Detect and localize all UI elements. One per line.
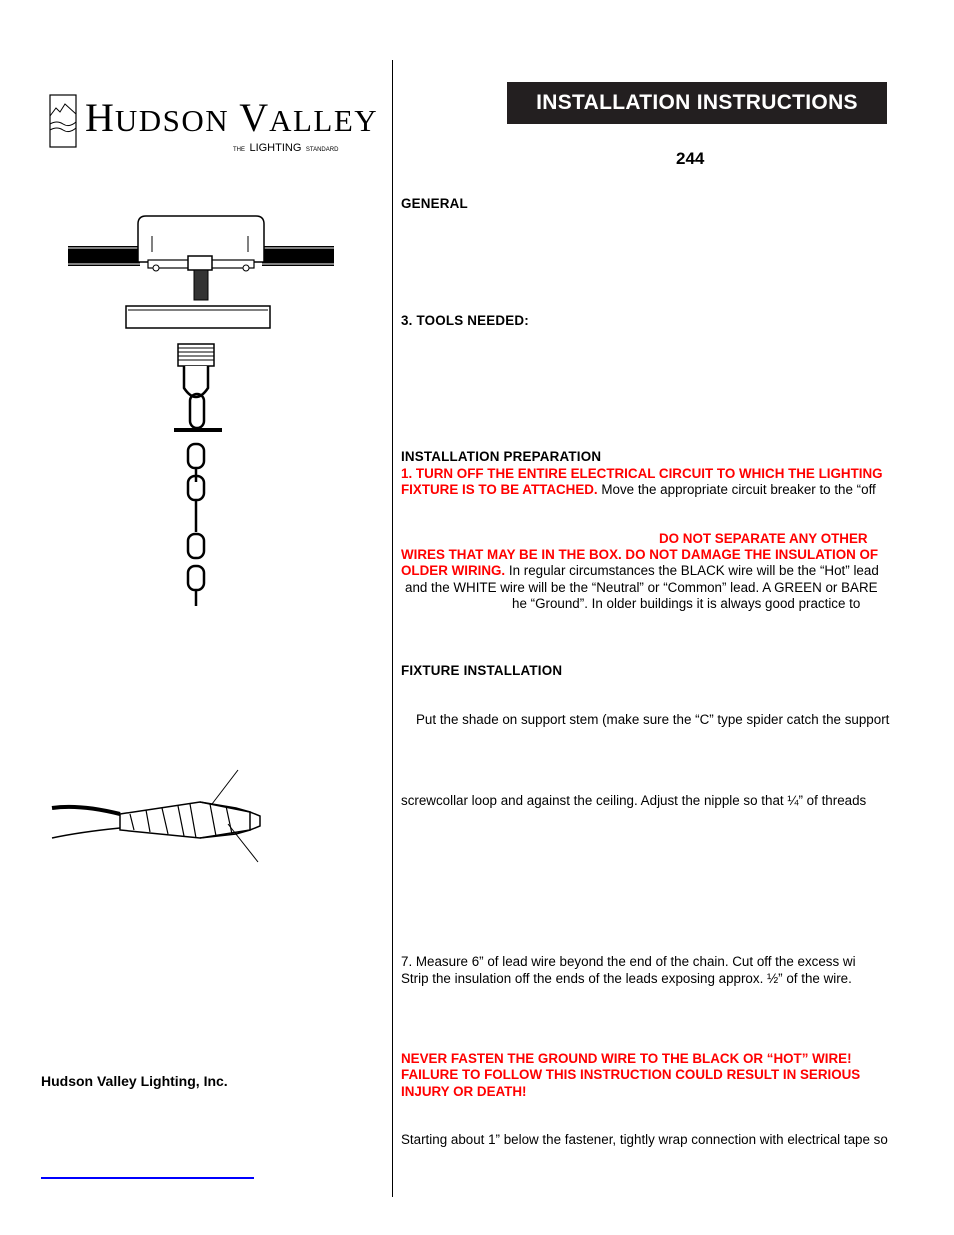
logo-lighting: LIGHTING <box>249 142 302 154</box>
heading-prep: INSTALLATION PREPARATION <box>401 449 602 464</box>
column-divider <box>392 60 393 1197</box>
fixture-tape-text: Starting about 1” below the fastener, tightly wrap connection with electrical tape so <box>401 1132 888 1147</box>
prep-line-4: WIRES THAT MAY BE IN THE BOX. DO NOT DAMAGE THE INSULATION OF <box>401 547 879 562</box>
prep-line-2-rest: Move the appropriate circuit breaker to the “off <box>597 482 876 497</box>
mountain-logo-icon <box>49 94 77 148</box>
prep-line-5-red: OLDER WIRING. <box>401 563 506 578</box>
heading-fixture: FIXTURE INSTALLATION <box>401 663 563 678</box>
prep-line-5 <box>401 563 879 580</box>
warning-line-3: INJURY OR DEATH! <box>401 1084 527 1099</box>
prep-line-5-rest: In regular circumstances the BLACK wire will be the “Hot” lead <box>505 563 879 578</box>
logo-alley: ALLEY <box>269 103 379 138</box>
logo-standard: STANDARD <box>305 147 339 153</box>
company-name: Hudson Valley Lighting, Inc. <box>41 1073 228 1089</box>
prep-line-3: DO NOT SEPARATE ANY OTHER <box>659 531 868 546</box>
prep-line-2 <box>401 482 876 499</box>
fixture-step7-a: 7. Measure 6” of lead wire beyond the end of the chain. Cut off the excess wi <box>401 954 856 969</box>
fixture-screwcollar-text: screwcollar loop and against the ceiling. Adjust the nipple so that ¼” of threads <box>401 793 867 808</box>
fixture-diagram <box>66 212 346 612</box>
model-number: 244 <box>676 149 705 168</box>
prep-line-1: 1. TURN OFF THE ENTIRE ELECTRICAL CIRCUIT TO WHICH THE LIGHTING <box>401 466 883 481</box>
prep-line-7: he “Ground”. In older buildings it is always good practice to <box>512 596 861 611</box>
prep-line-6: and the WHITE wire will be the “Neutral” or “Common” lead. A GREEN or BARE <box>405 580 878 595</box>
prep-line-2-red: FIXTURE IS TO BE ATTACHED. <box>401 482 598 497</box>
logo-udson: UDSON <box>114 103 230 138</box>
wire-connector-diagram <box>50 768 280 868</box>
warning-line-2: FAILURE TO FOLLOW THIS INSTRUCTION COULD RESULT IN SERIOUS <box>401 1067 861 1082</box>
fixture-shade-text: Put the shade on support stem (make sure the “C” type spider catch the support <box>416 712 890 727</box>
logo-the: THE <box>233 147 245 153</box>
logo-h: H <box>85 95 115 140</box>
company-logo <box>49 94 379 154</box>
warning-line-1: NEVER FASTEN THE GROUND WIRE TO THE BLACK OR “HOT” WIRE! <box>401 1051 852 1066</box>
logo-v: V <box>239 95 270 140</box>
website-link[interactable] <box>41 1177 254 1179</box>
heading-general: GENERAL <box>401 196 468 211</box>
heading-tools: 3. TOOLS NEEDED: <box>401 313 529 328</box>
banner-title: INSTALLATION INSTRUCTIONS <box>507 82 887 124</box>
fixture-step7-b: Strip the insulation off the ends of the leads exposing approx. ½” of the wire. <box>401 971 852 986</box>
